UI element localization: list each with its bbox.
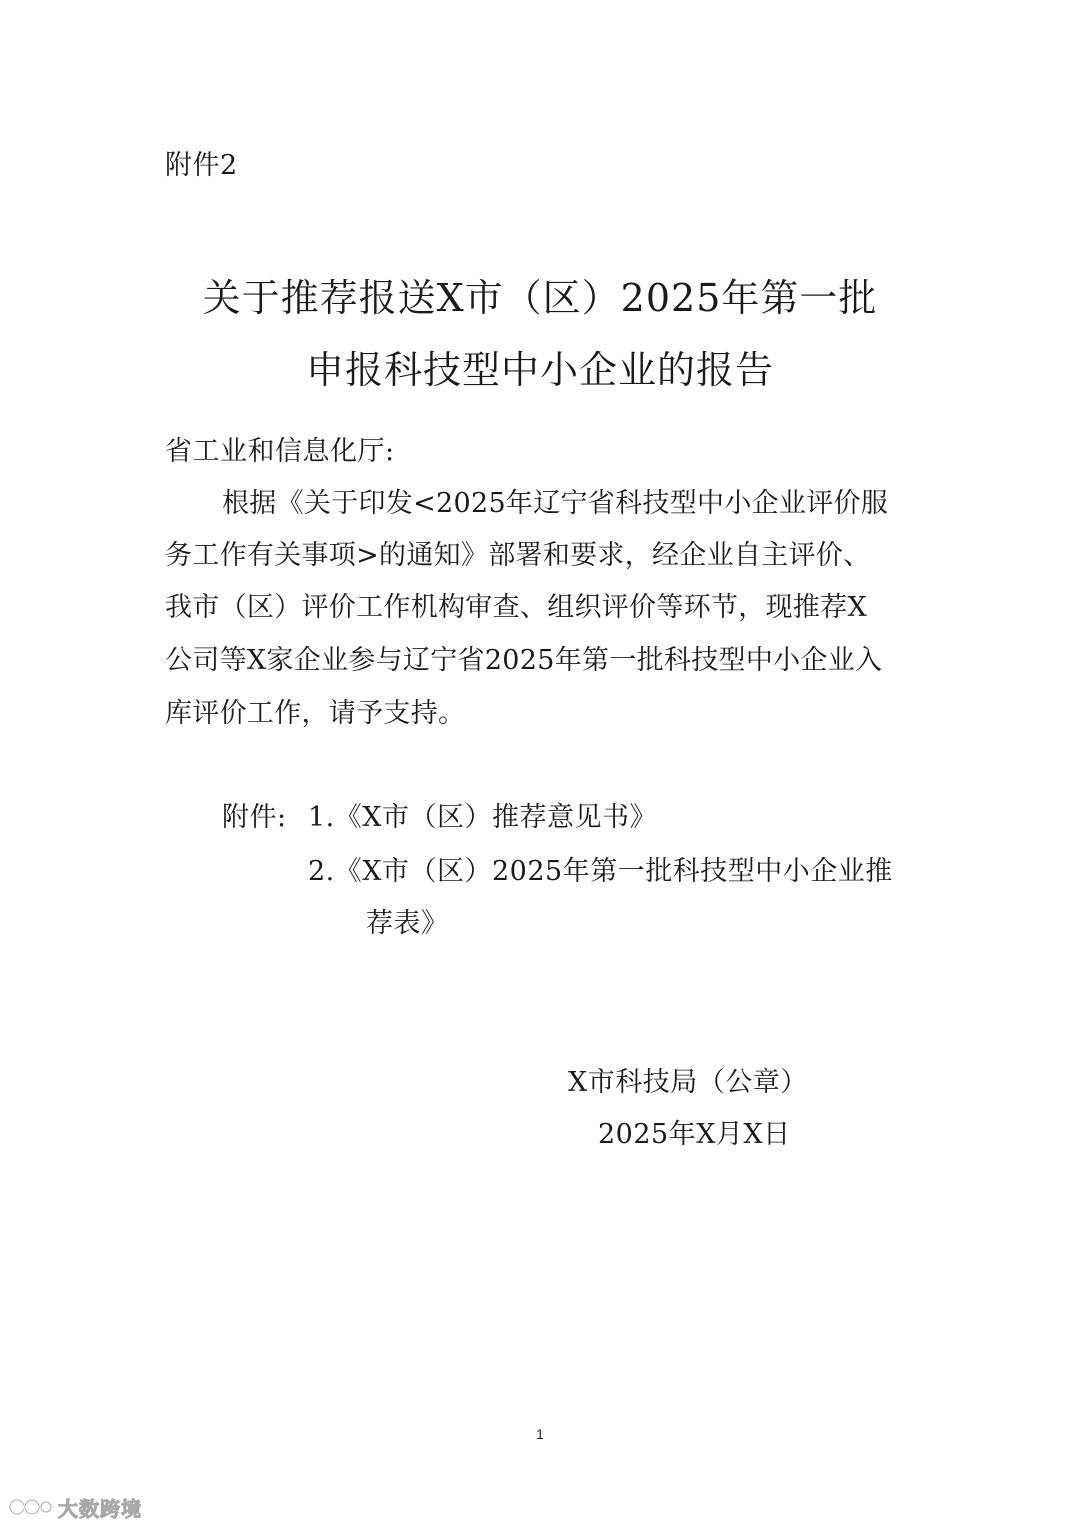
signing-date: 2025年X月X日 (598, 1119, 791, 1150)
attachment-item-2: 2.《X市（区）2025年第一批科技型中小企业推 (308, 856, 893, 887)
attachment-label: 附件2 (165, 150, 238, 181)
watermark (8, 1492, 142, 1522)
attachment-item-1: 1.《X市（区）推荐意见书》 (308, 802, 657, 833)
body-paragraph-line: 公司等X家企业参与辽宁省2025年第一批科技型中小企业入 (165, 645, 883, 676)
attachments-heading: 附件: (222, 802, 287, 833)
brand-logo-icon (8, 1495, 52, 1519)
body-paragraph-line: 根据《关于印发<2025年辽宁省科技型中小企业评价服 (222, 488, 889, 519)
salutation: 省工业和信息化厅: (165, 436, 395, 467)
watermark-text: 大数跨境 (58, 1496, 142, 1521)
report-title-line-2: 申报科技型中小企业的报告 (305, 348, 774, 392)
body-paragraph-line: 我市（区）评价工作机构审查、组织评价等环节，现推荐X (165, 592, 868, 623)
page-number: 1 (536, 1426, 544, 1442)
body-paragraph-line: 库评价工作，请予支持。 (165, 698, 466, 729)
signer-seal: X市科技局（公章） (568, 1067, 808, 1098)
body-paragraph-line: 务工作有关事项>的通知》部署和要求，经企业自主评价、 (165, 540, 871, 571)
report-title-line-1: 关于推荐报送X市（区）2025年第一批 (202, 276, 878, 320)
attachment-item-2-continuation: 荐表》 (366, 908, 449, 939)
